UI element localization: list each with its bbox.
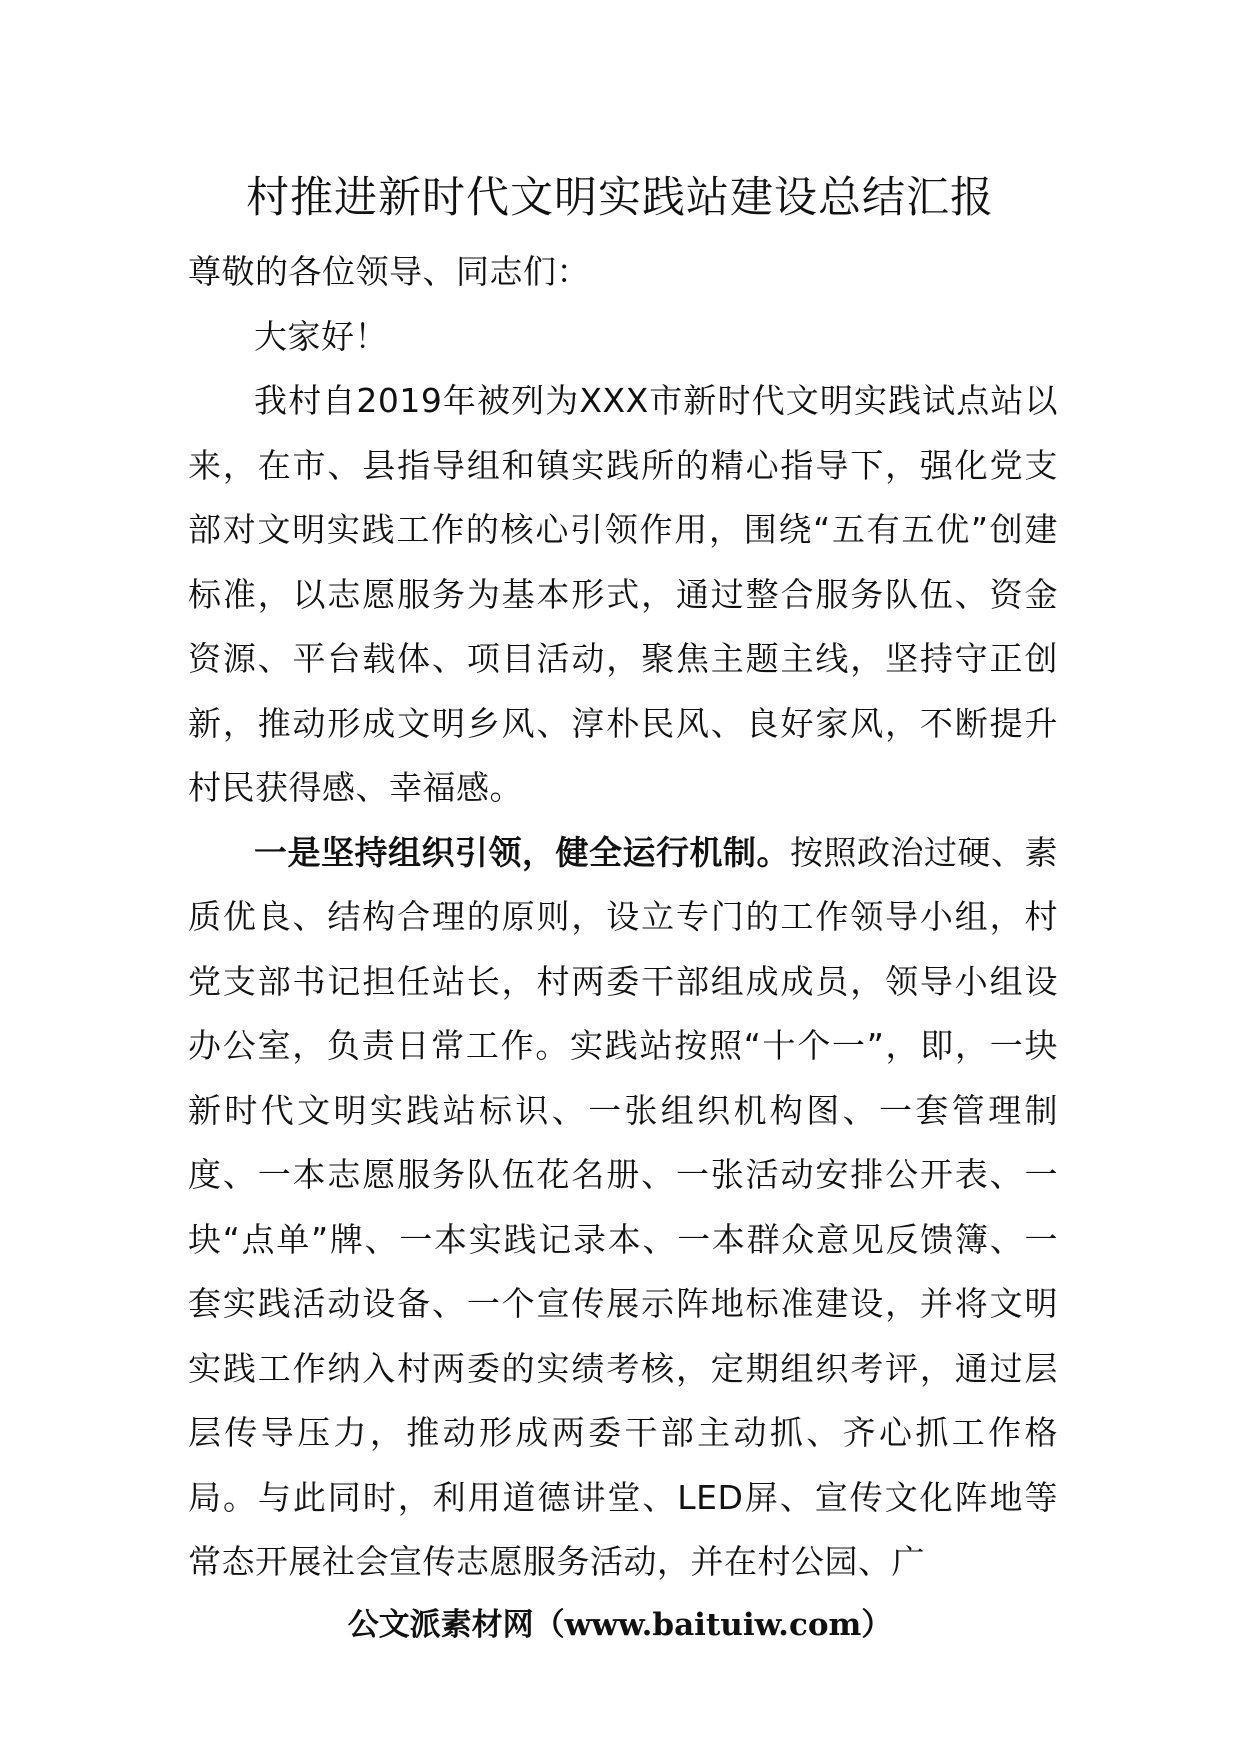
document-title: 村推进新时代文明实践站建设总结汇报 — [246, 173, 994, 223]
footer-watermark: 公文派素材网（www.baituiw.com） — [347, 1607, 893, 1643]
section-1-paragraph — [188, 821, 1058, 1595]
section-1-lead: 一是坚持组织引领，健全运行机制。 — [254, 832, 790, 872]
intro-paragraph: 我村自2019年被列为XXX市新时代文明实践试点站以来，在市、县指导组和镇实践所的精心指导下，强化党支部对文明实践工作的核心引领作用，围绕“五有五优”创建标准，以志愿服务为基本形式，通过整合服务队伍、资金资源、平台载体、项目活动，聚焦主题主线，坚持守正创新，推动形成文明乡风、淳朴民风、良好家风，不断提升村民获得感、幸福感。 — [188, 381, 1058, 807]
section-1-body: 按照政治过硬、素质优良、结构合理的原则，设立专门的工作领导小组，村党支部书记担任站长，村两委干部组成成员，领导小组设办公室，负责日常工作。实践站按照“十个一”，即，一块新时代文明实践站标识、一张组织机构图、一套管理制度、一本志愿服务队伍花名册、一张活动安排公开表、一块“点单”牌、一本实践记录本、一本群众意见反馈簿、一套实践活动设备、一个宣传展示阵地标准建设，并将文明实践工作纳入村两委的实绩考核，定期组织考评，通过层层传导压力，推动形成两委干部主动抓、齐心抓工作格局。与此同时，利用道德讲堂、LED屏、宣传文化阵地等常态开展社会宣传志愿服务活动，并在村公园、广 — [188, 832, 1058, 1581]
document-body — [188, 240, 1058, 1595]
greeting-paragraph: 大家好！ — [254, 316, 388, 356]
salutation-paragraph: 尊敬的各位领导、同志们： — [188, 252, 590, 291]
